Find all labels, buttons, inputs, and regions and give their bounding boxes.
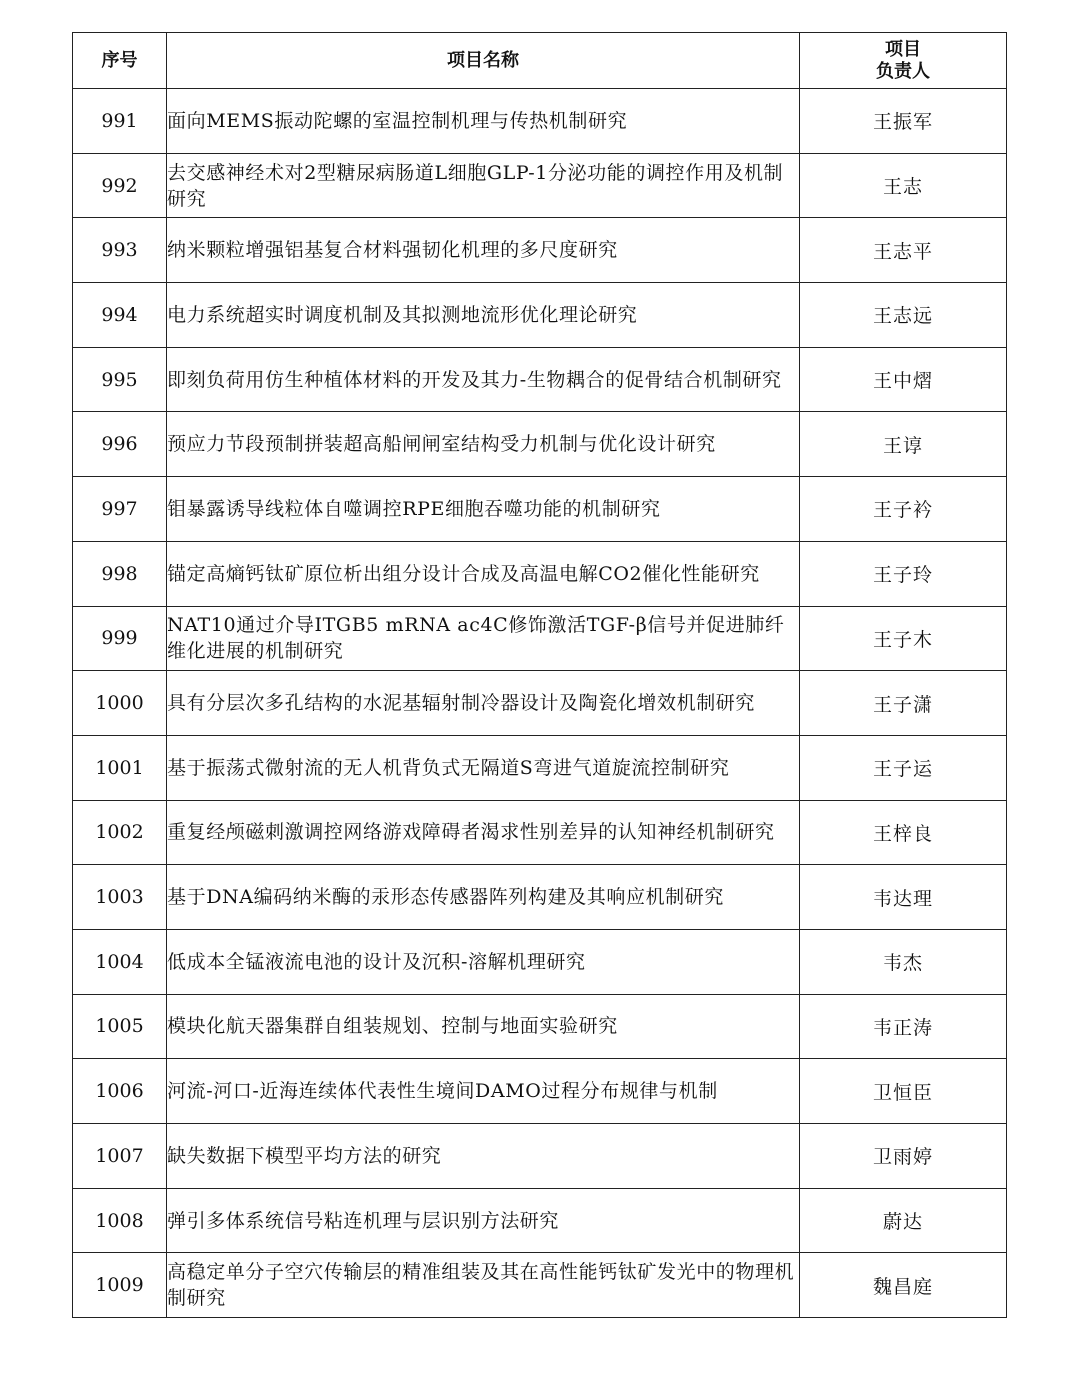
project-name-cell: 重复经颅磁刺激调控网络游戏障碍者渴求性别差异的认知神经机制研究 xyxy=(167,800,800,865)
serial-number-cell: 1009 xyxy=(73,1253,167,1318)
project-name-cell: 钼暴露诱导线粒体自噬调控RPE细胞吞噬功能的机制研究 xyxy=(167,477,800,542)
header-project-name: 项目名称 xyxy=(167,33,800,89)
table-row xyxy=(73,1059,1007,1124)
table-row xyxy=(73,671,1007,736)
project-name-cell: 高稳定单分子空穴传输层的精准组装及其在高性能钙钛矿发光中的物理机制研究 xyxy=(167,1253,800,1318)
project-lead-cell: 韦达理 xyxy=(800,865,1007,930)
project-name-cell: 基于DNA编码纳米酶的汞形态传感器阵列构建及其响应机制研究 xyxy=(167,865,800,930)
header-project-lead-line2: 负责人 xyxy=(876,60,930,82)
project-lead-cell: 王子木 xyxy=(800,606,1007,671)
serial-number-cell: 995 xyxy=(73,347,167,412)
table-row xyxy=(73,283,1007,348)
table-row xyxy=(73,994,1007,1059)
serial-number-cell: 1000 xyxy=(73,671,167,736)
header-project-lead-line1: 项目 xyxy=(885,38,921,60)
header-project-lead xyxy=(800,33,1007,89)
project-name-cell: 面向MEMS振动陀螺的室温控制机理与传热机制研究 xyxy=(167,89,800,154)
project-name-cell: NAT10通过介导ITGB5 mRNA ac4C修饰激活TGF-β信号并促进肺纤维化进展的机制研究 xyxy=(167,606,800,671)
serial-number-cell: 1003 xyxy=(73,865,167,930)
serial-number-cell: 998 xyxy=(73,541,167,606)
serial-number-cell: 1006 xyxy=(73,1059,167,1124)
serial-number-cell: 1007 xyxy=(73,1124,167,1189)
project-lead-cell: 蔚达 xyxy=(800,1188,1007,1253)
project-name-cell: 纳米颗粒增强铝基复合材料强韧化机理的多尺度研究 xyxy=(167,218,800,283)
project-list-table xyxy=(72,32,1007,1318)
serial-number-cell: 994 xyxy=(73,283,167,348)
project-lead-cell: 韦杰 xyxy=(800,929,1007,994)
project-lead-cell: 王梓良 xyxy=(800,800,1007,865)
project-lead-cell: 王子运 xyxy=(800,735,1007,800)
project-lead-cell: 卫雨婷 xyxy=(800,1124,1007,1189)
serial-number-cell: 999 xyxy=(73,606,167,671)
table-row xyxy=(73,1124,1007,1189)
project-lead-cell: 王子衿 xyxy=(800,477,1007,542)
table-row xyxy=(73,1253,1007,1318)
project-lead-cell: 王子潇 xyxy=(800,671,1007,736)
project-lead-cell: 韦正涛 xyxy=(800,994,1007,1059)
project-lead-cell: 王谆 xyxy=(800,412,1007,477)
project-lead-cell: 王志远 xyxy=(800,283,1007,348)
project-name-cell: 模块化航天器集群自组装规划、控制与地面实验研究 xyxy=(167,994,800,1059)
serial-number-cell: 997 xyxy=(73,477,167,542)
serial-number-cell: 992 xyxy=(73,153,167,218)
table-row xyxy=(73,606,1007,671)
project-lead-cell: 魏昌庭 xyxy=(800,1253,1007,1318)
project-name-cell: 弹引多体系统信号粘连机理与层识别方法研究 xyxy=(167,1188,800,1253)
project-lead-cell: 王志平 xyxy=(800,218,1007,283)
serial-number-cell: 991 xyxy=(73,89,167,154)
serial-number-cell: 993 xyxy=(73,218,167,283)
table-body xyxy=(73,89,1007,1318)
table-row xyxy=(73,153,1007,218)
table-row xyxy=(73,412,1007,477)
project-name-cell: 去交感神经术对2型糖尿病肠道L细胞GLP-1分泌功能的调控作用及机制研究 xyxy=(167,153,800,218)
serial-number-cell: 1005 xyxy=(73,994,167,1059)
table-row xyxy=(73,218,1007,283)
header-serial-number: 序号 xyxy=(73,33,167,89)
project-name-cell: 基于振荡式微射流的无人机背负式无隔道S弯进气道旋流控制研究 xyxy=(167,735,800,800)
project-lead-cell: 卫恒臣 xyxy=(800,1059,1007,1124)
project-lead-cell: 王子玲 xyxy=(800,541,1007,606)
table-row xyxy=(73,89,1007,154)
project-lead-cell: 王振军 xyxy=(800,89,1007,154)
project-name-cell: 锚定高熵钙钛矿原位析出组分设计合成及高温电解CO2催化性能研究 xyxy=(167,541,800,606)
serial-number-cell: 996 xyxy=(73,412,167,477)
project-name-cell: 河流-河口-近海连续体代表性生境间DAMO过程分布规律与机制 xyxy=(167,1059,800,1124)
table-row xyxy=(73,347,1007,412)
serial-number-cell: 1008 xyxy=(73,1188,167,1253)
serial-number-cell: 1001 xyxy=(73,735,167,800)
table-header-row xyxy=(73,33,1007,89)
table-row xyxy=(73,1188,1007,1253)
table-row xyxy=(73,865,1007,930)
table-row xyxy=(73,929,1007,994)
project-name-cell: 电力系统超实时调度机制及其拟测地流形优化理论研究 xyxy=(167,283,800,348)
project-name-cell: 即刻负荷用仿生种植体材料的开发及其力-生物耦合的促骨结合机制研究 xyxy=(167,347,800,412)
project-name-cell: 具有分层次多孔结构的水泥基辐射制冷器设计及陶瓷化增效机制研究 xyxy=(167,671,800,736)
table-row xyxy=(73,477,1007,542)
project-name-cell: 缺失数据下模型平均方法的研究 xyxy=(167,1124,800,1189)
serial-number-cell: 1002 xyxy=(73,800,167,865)
project-lead-cell: 王中熠 xyxy=(800,347,1007,412)
project-name-cell: 低成本全锰液流电池的设计及沉积-溶解机理研究 xyxy=(167,929,800,994)
table-row xyxy=(73,735,1007,800)
project-lead-cell: 王志 xyxy=(800,153,1007,218)
table-row xyxy=(73,541,1007,606)
serial-number-cell: 1004 xyxy=(73,929,167,994)
project-name-cell: 预应力节段预制拼装超高船闸闸室结构受力机制与优化设计研究 xyxy=(167,412,800,477)
table-row xyxy=(73,800,1007,865)
